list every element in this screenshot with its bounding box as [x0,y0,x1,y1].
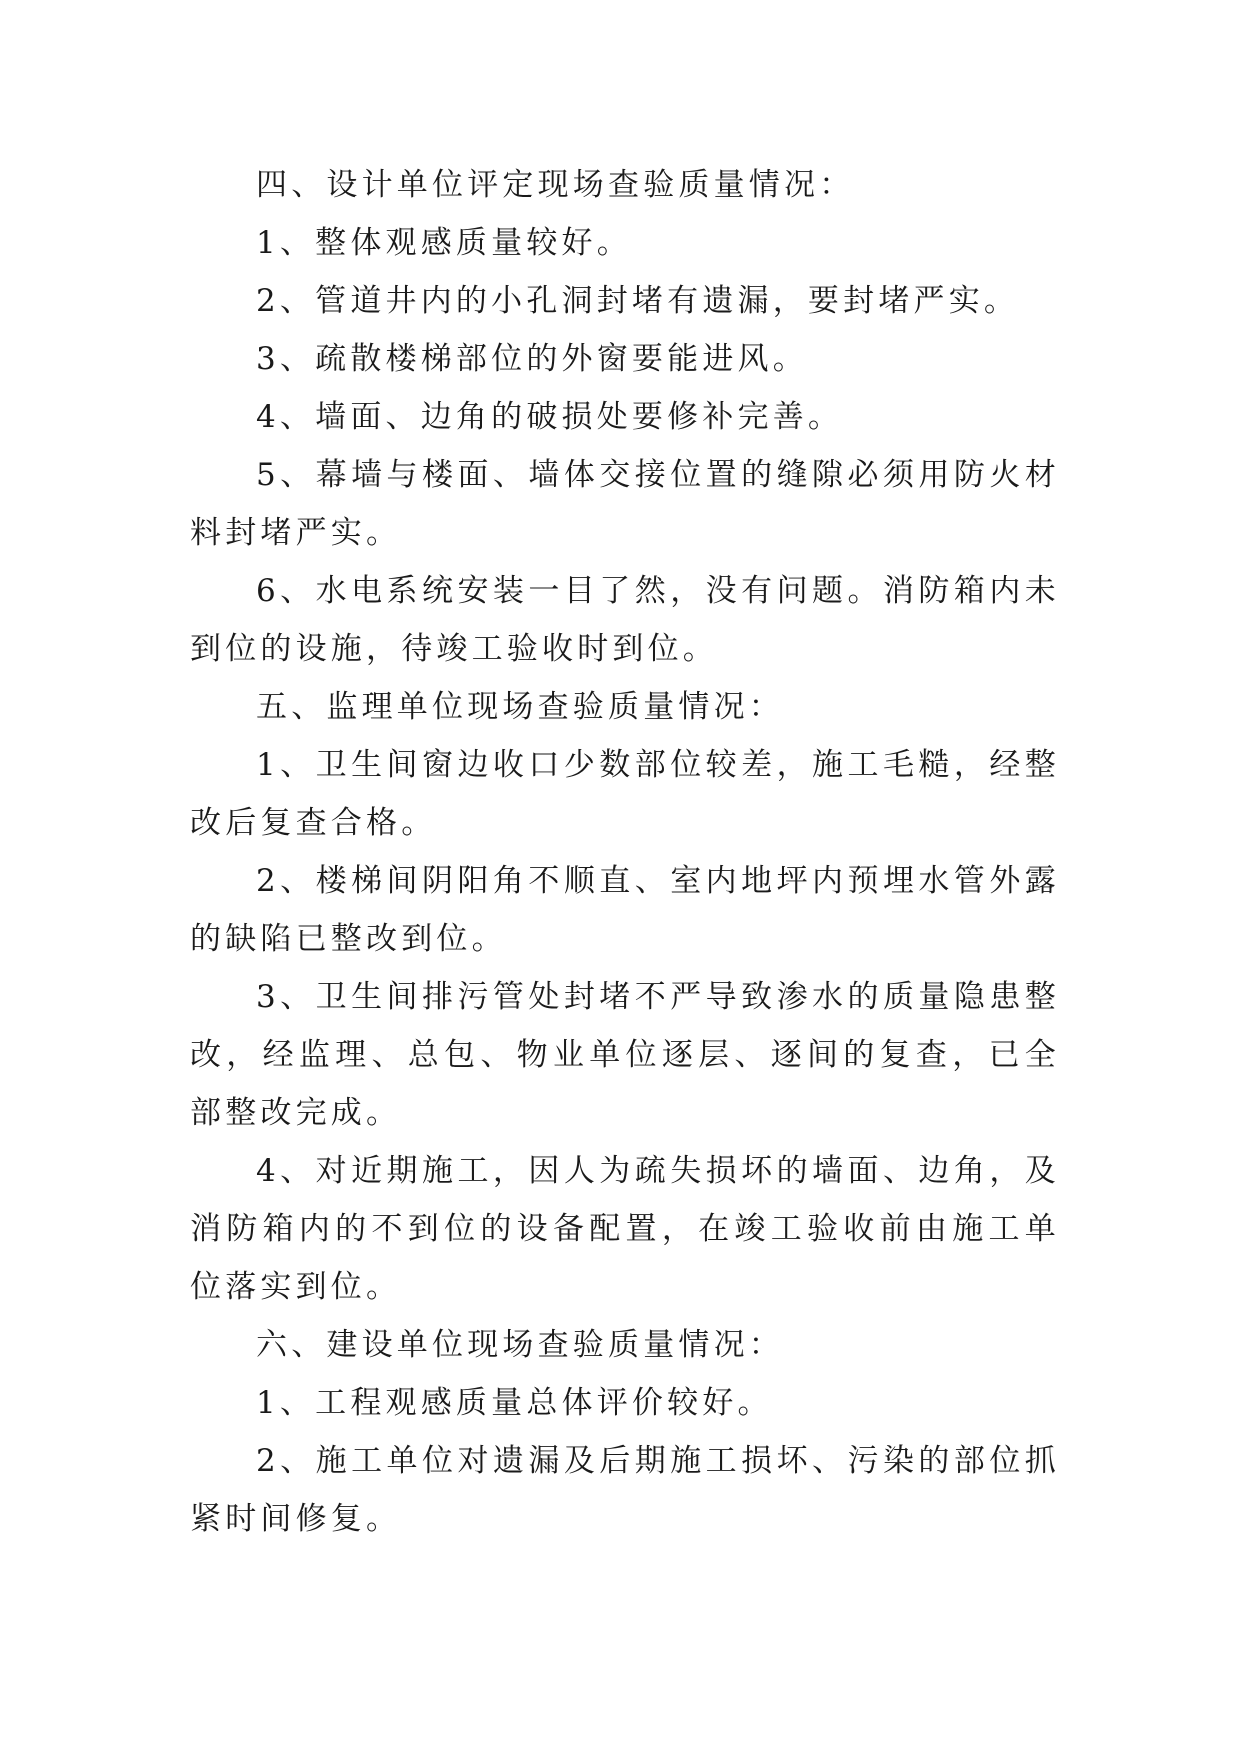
paragraph-design-item-3: 3、疏散楼梯部位的外窗要能进风。 [256,341,808,377]
paragraph-design-item-5: 5、幕墙与楼面、墙体交接位置的缝隙必须用防火材料封堵严实。 [190,457,1060,551]
paragraph-construction-item-1: 1、工程观感质量总体评价较好。 [256,1385,773,1421]
section-heading-design-unit: 四、设计单位评定现场查验质量情况： [256,167,855,203]
paragraph-construction-item-2: 2、施工单位对遗漏及后期施工损坏、污染的部位抓紧时间修复。 [190,1443,1060,1537]
paragraph-design-item-1: 1、整体观感质量较好。 [256,225,632,261]
paragraph-supervision-item-4: 4、对近期施工，因人为疏失损坏的墙面、边角，及消防箱内的不到位的设备配置，在竣工验收前由施工单位落实到位。 [190,1153,1060,1305]
paragraph-design-item-4: 4、墙面、边角的破损处要修补完善。 [256,399,844,435]
section-heading-construction-unit: 六、建设单位现场查验质量情况： [256,1327,784,1363]
paragraph-design-item-6: 6、水电系统安装一目了然，没有问题。消防箱内未到位的设施，待竣工验收时到位。 [190,573,1060,667]
section-heading-supervision-unit: 五、监理单位现场查验质量情况： [256,689,784,725]
paragraph-supervision-item-3: 3、卫生间排污管处封堵不严导致渗水的质量隐患整改，经监理、总包、物业单位逐层、逐间的复查，已全部整改完成。 [190,979,1060,1131]
paragraph-supervision-item-1: 1、卫生间窗边收口少数部位较差，施工毛糙，经整改后复查合格。 [190,747,1060,841]
document-body [190,156,1060,1548]
paragraph-design-item-2: 2、管道井内的小孔洞封堵有遗漏，要封堵严实。 [256,283,1020,319]
paragraph-supervision-item-2: 2、楼梯间阴阳角不顺直、室内地坪内预埋水管外露的缺陷已整改到位。 [190,863,1060,957]
